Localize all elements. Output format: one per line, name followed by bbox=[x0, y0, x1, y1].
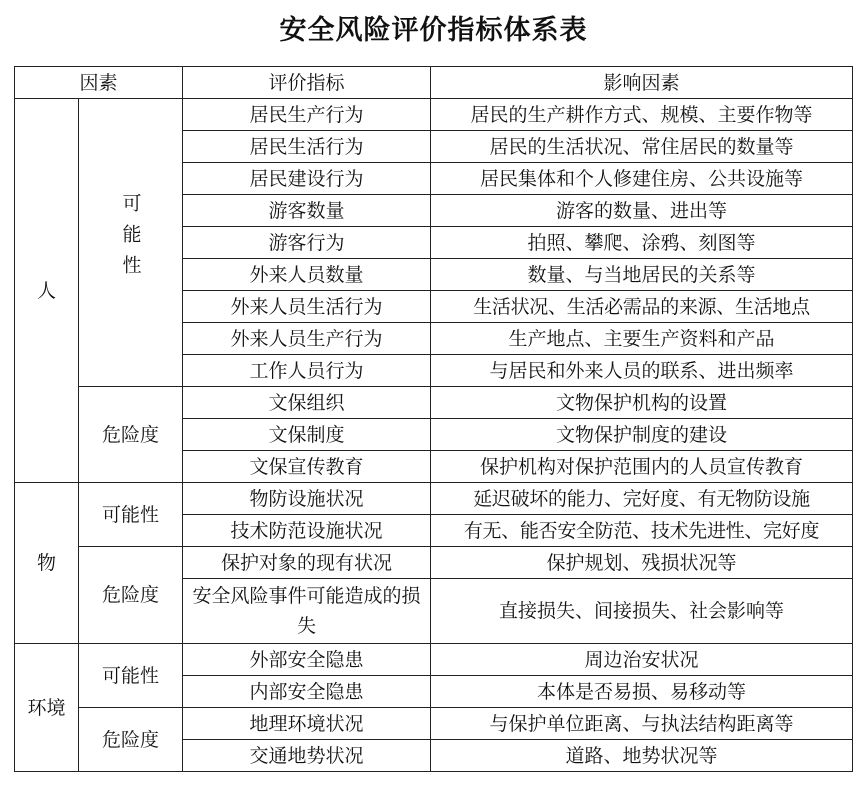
influence-cell: 文物保护机构的设置 bbox=[431, 387, 853, 419]
group-person: 人 bbox=[15, 99, 79, 483]
influence-cell: 居民的生产耕作方式、规模、主要作物等 bbox=[431, 99, 853, 131]
indicator-cell: 外来人员生产行为 bbox=[183, 323, 431, 355]
indicator-cell: 内部安全隐患 bbox=[183, 676, 431, 708]
indicator-cell: 文保宣传教育 bbox=[183, 451, 431, 483]
indicator-cell: 物防设施状况 bbox=[183, 483, 431, 515]
indicator-cell: 保护对象的现有状况 bbox=[183, 547, 431, 579]
table-row bbox=[15, 644, 853, 676]
influence-cell: 拍照、攀爬、涂鸦、刻图等 bbox=[431, 227, 853, 259]
influence-cell: 生产地点、主要生产资料和产品 bbox=[431, 323, 853, 355]
indicator-cell: 外来人员生活行为 bbox=[183, 291, 431, 323]
header-row bbox=[15, 67, 853, 99]
subgroup-env-danger: 危险度 bbox=[79, 708, 183, 772]
influence-cell: 直接损失、间接损失、社会影响等 bbox=[431, 579, 853, 644]
indicator-cell: 技术防范设施状况 bbox=[183, 515, 431, 547]
influence-cell: 道路、地势状况等 bbox=[431, 740, 853, 772]
influence-cell: 与居民和外来人员的联系、进出频率 bbox=[431, 355, 853, 387]
indicator-cell: 外来人员数量 bbox=[183, 259, 431, 291]
influence-cell: 本体是否易损、易移动等 bbox=[431, 676, 853, 708]
indicator-cell: 工作人员行为 bbox=[183, 355, 431, 387]
influence-cell: 文物保护制度的建设 bbox=[431, 419, 853, 451]
influence-cell: 周边治安状况 bbox=[431, 644, 853, 676]
influence-cell: 生活状况、生活必需品的来源、生活地点 bbox=[431, 291, 853, 323]
subgroup-env-possibility: 可能性 bbox=[79, 644, 183, 708]
indicator-cell: 外部安全隐患 bbox=[183, 644, 431, 676]
influence-cell: 游客的数量、进出等 bbox=[431, 195, 853, 227]
header-influence: 影响因素 bbox=[431, 67, 853, 99]
influence-cell: 居民的生活状况、常住居民的数量等 bbox=[431, 131, 853, 163]
influence-cell: 延迟破坏的能力、完好度、有无物防设施 bbox=[431, 483, 853, 515]
subgroup-person-possibility: 可能性 bbox=[79, 99, 183, 387]
group-environment: 环境 bbox=[15, 644, 79, 772]
subgroup-person-danger: 危险度 bbox=[79, 387, 183, 483]
indicator-cell: 居民建设行为 bbox=[183, 163, 431, 195]
group-thing: 物 bbox=[15, 483, 79, 644]
subgroup-thing-possibility: 可能性 bbox=[79, 483, 183, 547]
table-row bbox=[15, 547, 853, 579]
indicator-cell: 文保制度 bbox=[183, 419, 431, 451]
influence-cell: 有无、能否安全防范、技术先进性、完好度 bbox=[431, 515, 853, 547]
influence-cell: 保护规划、残损状况等 bbox=[431, 547, 853, 579]
header-indicator: 评价指标 bbox=[183, 67, 431, 99]
indicator-cell: 文保组织 bbox=[183, 387, 431, 419]
table-row bbox=[15, 483, 853, 515]
indicator-cell: 安全风险事件可能造成的损失 bbox=[183, 579, 431, 644]
indicator-cell: 交通地势状况 bbox=[183, 740, 431, 772]
table-row bbox=[15, 387, 853, 419]
subgroup-thing-danger: 危险度 bbox=[79, 547, 183, 644]
indicator-cell: 居民生活行为 bbox=[183, 131, 431, 163]
table-row bbox=[15, 99, 853, 131]
header-factor: 因素 bbox=[15, 67, 183, 99]
page-title: 安全风险评价指标体系表 bbox=[279, 15, 588, 46]
influence-cell: 居民集体和个人修建住房、公共设施等 bbox=[431, 163, 853, 195]
indicator-cell: 地理环境状况 bbox=[183, 708, 431, 740]
influence-cell: 与保护单位距离、与执法结构距离等 bbox=[431, 708, 853, 740]
indicator-cell: 游客数量 bbox=[183, 195, 431, 227]
table-row bbox=[15, 708, 853, 740]
indicator-cell: 居民生产行为 bbox=[183, 99, 431, 131]
influence-cell: 保护机构对保护范围内的人员宣传教育 bbox=[431, 451, 853, 483]
indicator-cell: 游客行为 bbox=[183, 227, 431, 259]
influence-cell: 数量、与当地居民的关系等 bbox=[431, 259, 853, 291]
risk-evaluation-table bbox=[14, 66, 853, 772]
